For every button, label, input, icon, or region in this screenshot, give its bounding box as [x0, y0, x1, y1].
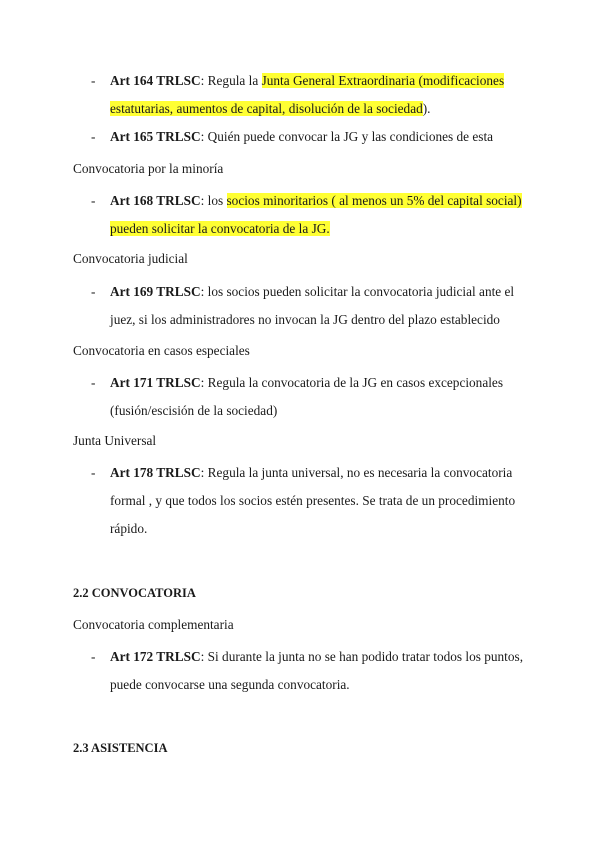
- article-reference: Art 172 TRLSC: [110, 649, 201, 664]
- subheading: Convocatoria judicial: [73, 251, 188, 266]
- list-bullet-dash: -: [91, 375, 96, 390]
- subheading: Junta Universal: [73, 433, 157, 448]
- list-bullet-dash: -: [91, 465, 96, 480]
- item-text: : los socios pueden solicitar la convocatoria judicial ante el: [200, 284, 515, 299]
- subheading: Convocatoria complementaria: [73, 617, 234, 632]
- list-item-art-164: [110, 72, 504, 90]
- article-reference: Art 171 TRLSC: [110, 375, 201, 390]
- list-item-art-178-continuation: formal , y que todos los socios estén presentes. Se trata de un procedimiento: [110, 493, 516, 508]
- list-item-art-171-continuation: (fusión/escisión de la sociedad): [110, 403, 278, 418]
- list-bullet-dash: -: [91, 129, 96, 144]
- list-item-art-169-continuation: juez, si los administradores no invocan la JG dentro del plazo establecido: [110, 312, 500, 327]
- list-item-art-178: [110, 464, 512, 482]
- section-heading: 2.3 ASISTENCIA: [73, 741, 168, 755]
- article-reference: Art 164 TRLSC: [110, 73, 201, 88]
- item-text: : Si durante la junta no se han podido tratar todos los puntos,: [200, 649, 524, 664]
- section-heading: 2.2 CONVOCATORIA: [73, 586, 196, 600]
- article-reference: Art 169 TRLSC: [110, 284, 201, 299]
- item-text: : Regula la convocatoria de la JG en casos excepcionales: [200, 375, 504, 390]
- item-text: ).: [422, 101, 431, 116]
- highlighted-text: pueden solicitar la convocatoria de la JG: [110, 221, 327, 236]
- article-reference: Art 178 TRLSC: [110, 465, 201, 480]
- list-item-art-172-continuation: puede convocarse una segunda convocatoria.: [110, 677, 350, 692]
- article-reference: Art 168 TRLSC: [110, 193, 201, 208]
- item-text: : Quién puede convocar la JG y las condiciones de esta: [200, 129, 494, 144]
- list-bullet-dash: -: [91, 193, 96, 208]
- subheading: Convocatoria en casos especiales: [73, 343, 250, 358]
- list-bullet-dash: -: [91, 649, 96, 664]
- list-item-art-164-continuation: [110, 100, 431, 118]
- list-item-art-171: [110, 374, 503, 392]
- item-text: .: [326, 221, 330, 236]
- item-text: : Regula la junta universal, no es necesaria la convocatoria: [200, 465, 513, 480]
- list-item-art-165: [110, 128, 493, 146]
- highlighted-text: socios minoritarios ( al menos un 5% del capital social): [226, 193, 522, 208]
- subheading: Convocatoria por la minoría: [73, 161, 224, 176]
- highlighted-text: estatutarias, aumentos de capital, disolución de la sociedad: [110, 101, 423, 116]
- list-item-art-172: [110, 648, 523, 666]
- highlighted-text: Junta General Extraordinaria (modificaciones: [261, 73, 505, 88]
- item-text: : los: [200, 193, 227, 208]
- list-item-art-178-continuation: rápido.: [110, 521, 148, 536]
- list-item-art-168: [110, 192, 522, 210]
- list-bullet-dash: -: [91, 284, 96, 299]
- list-bullet-dash: -: [91, 73, 96, 88]
- article-reference: Art 165 TRLSC: [110, 129, 201, 144]
- item-text: : Regula la: [200, 73, 262, 88]
- list-item-art-169: [110, 283, 514, 301]
- list-item-art-168-continuation: [110, 220, 330, 238]
